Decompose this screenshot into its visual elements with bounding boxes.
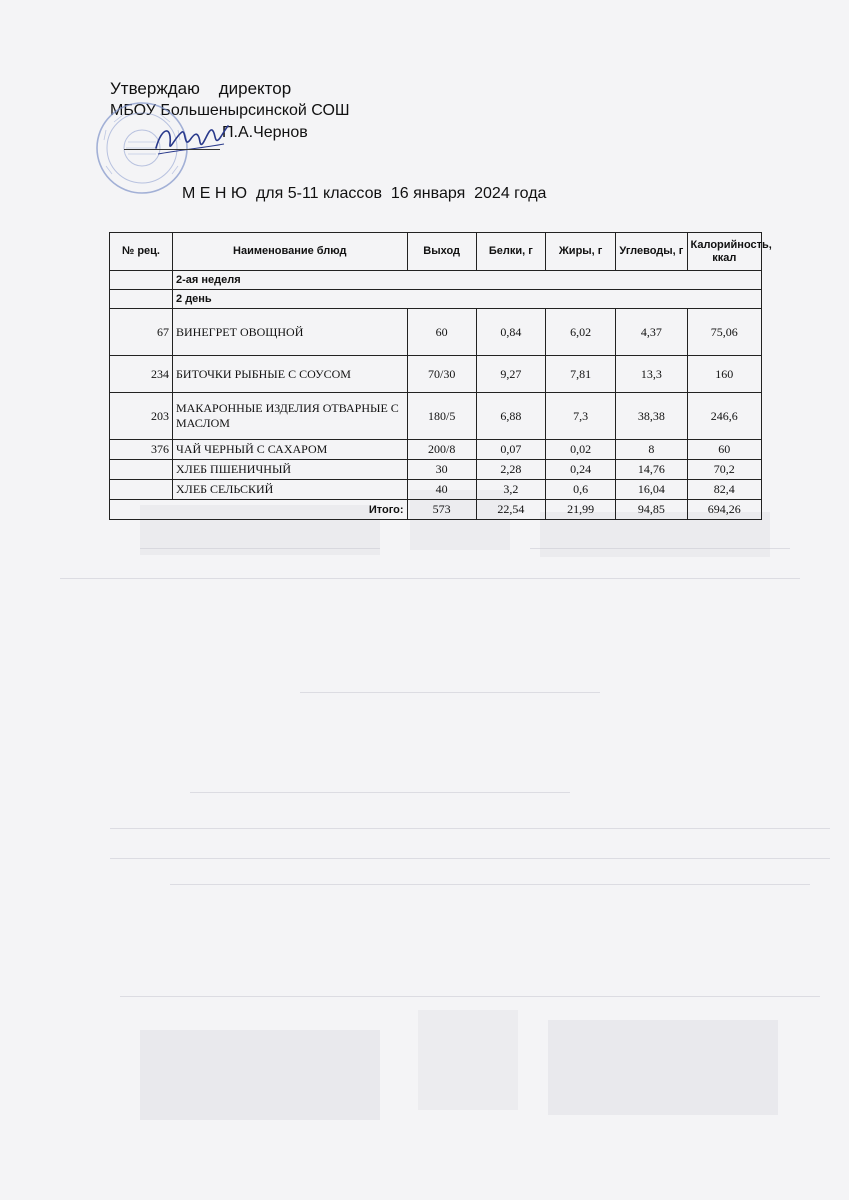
- show-through-line: [60, 578, 800, 579]
- signature-underline: [124, 149, 220, 150]
- cell-carbs: 14,76: [616, 460, 687, 480]
- total-output: 573: [407, 500, 476, 520]
- cell-name: ХЛЕБ ПШЕНИЧНЫЙ: [173, 460, 408, 480]
- table-row: [110, 440, 762, 460]
- show-through-block: [548, 1020, 778, 1115]
- header-name: Наименование блюд: [173, 233, 408, 271]
- header-num: № рец.: [110, 233, 173, 271]
- cell-output: 200/8: [407, 440, 476, 460]
- cell-fats: 0,6: [546, 480, 616, 500]
- cell-calories: 82,4: [687, 480, 761, 500]
- cell-num: 234: [110, 356, 173, 393]
- header-output: Выход: [407, 233, 476, 271]
- cell-carbs: 16,04: [616, 480, 687, 500]
- cell-calories: 160: [687, 356, 761, 393]
- table-row: [110, 309, 762, 356]
- approval-title: Утверждаю директор: [110, 79, 292, 98]
- cell-fats: 6,02: [546, 309, 616, 356]
- cell-calories: 75,06: [687, 309, 761, 356]
- menu-title: М Е Н Ю для 5-11 классов 16 января 2024 года: [182, 185, 547, 202]
- week-row: [110, 271, 762, 290]
- show-through-line: [300, 692, 600, 693]
- show-through-line: [170, 884, 810, 885]
- cell-calories: 60: [687, 440, 761, 460]
- cell-carbs: 4,37: [616, 309, 687, 356]
- cell-proteins: 9,27: [476, 356, 545, 393]
- week-empty-cell: [110, 271, 173, 290]
- menu-table: [109, 232, 772, 520]
- cell-num: 67: [110, 309, 173, 356]
- day-label: 2 день: [173, 290, 762, 309]
- show-through-block: [418, 1010, 518, 1110]
- signature-icon: [150, 118, 230, 160]
- cell-output: 30: [407, 460, 476, 480]
- show-through-line: [110, 858, 830, 859]
- cell-name: БИТОЧКИ РЫБНЫЕ С СОУСОМ: [173, 356, 408, 393]
- cell-fats: 7,3: [546, 393, 616, 440]
- total-calories: 694,26: [687, 500, 761, 520]
- week-label: 2-ая неделя: [173, 271, 762, 290]
- header-proteins: Белки, г: [476, 233, 545, 271]
- school-name: МБОУ Большенырсинской СОШ: [110, 102, 350, 119]
- signer-name: П.А.Чернов: [222, 124, 308, 141]
- cell-output: 180/5: [407, 393, 476, 440]
- total-label: Итого:: [110, 500, 408, 520]
- table-header-row: [110, 233, 762, 271]
- table-row: [110, 460, 762, 480]
- show-through-line: [190, 792, 570, 793]
- cell-num: [110, 480, 173, 500]
- header-calories: Калорийность, ккал: [687, 233, 761, 271]
- cell-carbs: 13,3: [616, 356, 687, 393]
- day-empty-cell: [110, 290, 173, 309]
- cell-proteins: 3,2: [476, 480, 545, 500]
- show-through-line: [110, 828, 830, 829]
- cell-num: [110, 460, 173, 480]
- show-through-line: [120, 996, 820, 997]
- total-carbs: 94,85: [616, 500, 687, 520]
- total-proteins: 22,54: [476, 500, 545, 520]
- cell-proteins: 2,28: [476, 460, 545, 480]
- cell-carbs: 8: [616, 440, 687, 460]
- table-row: [110, 356, 762, 393]
- cell-output: 70/30: [407, 356, 476, 393]
- cell-fats: 7,81: [546, 356, 616, 393]
- cell-calories: 70,2: [687, 460, 761, 480]
- cell-name: ХЛЕБ СЕЛЬСКИЙ: [173, 480, 408, 500]
- day-row: [110, 290, 762, 309]
- cell-proteins: 0,07: [476, 440, 545, 460]
- header-carbs: Углеводы, г: [616, 233, 687, 271]
- total-row: [110, 500, 762, 520]
- table-row: [110, 480, 762, 500]
- total-fats: 21,99: [546, 500, 616, 520]
- cell-output: 40: [407, 480, 476, 500]
- cell-num: 203: [110, 393, 173, 440]
- table-row: [110, 393, 762, 440]
- cell-name: ВИНЕГРЕТ ОВОЩНОЙ: [173, 309, 408, 356]
- cell-fats: 0,02: [546, 440, 616, 460]
- cell-name: ЧАЙ ЧЕРНЫЙ С САХАРОМ: [173, 440, 408, 460]
- cell-proteins: 0,84: [476, 309, 545, 356]
- cell-output: 60: [407, 309, 476, 356]
- cell-name: МАКАРОННЫЕ ИЗДЕЛИЯ ОТВАРНЫЕ С МАСЛОМ: [173, 393, 408, 440]
- cell-proteins: 6,88: [476, 393, 545, 440]
- header-fats: Жиры, г: [546, 233, 616, 271]
- cell-fats: 0,24: [546, 460, 616, 480]
- cell-calories: 246,6: [687, 393, 761, 440]
- show-through-block: [140, 1030, 380, 1120]
- cell-num: 376: [110, 440, 173, 460]
- cell-carbs: 38,38: [616, 393, 687, 440]
